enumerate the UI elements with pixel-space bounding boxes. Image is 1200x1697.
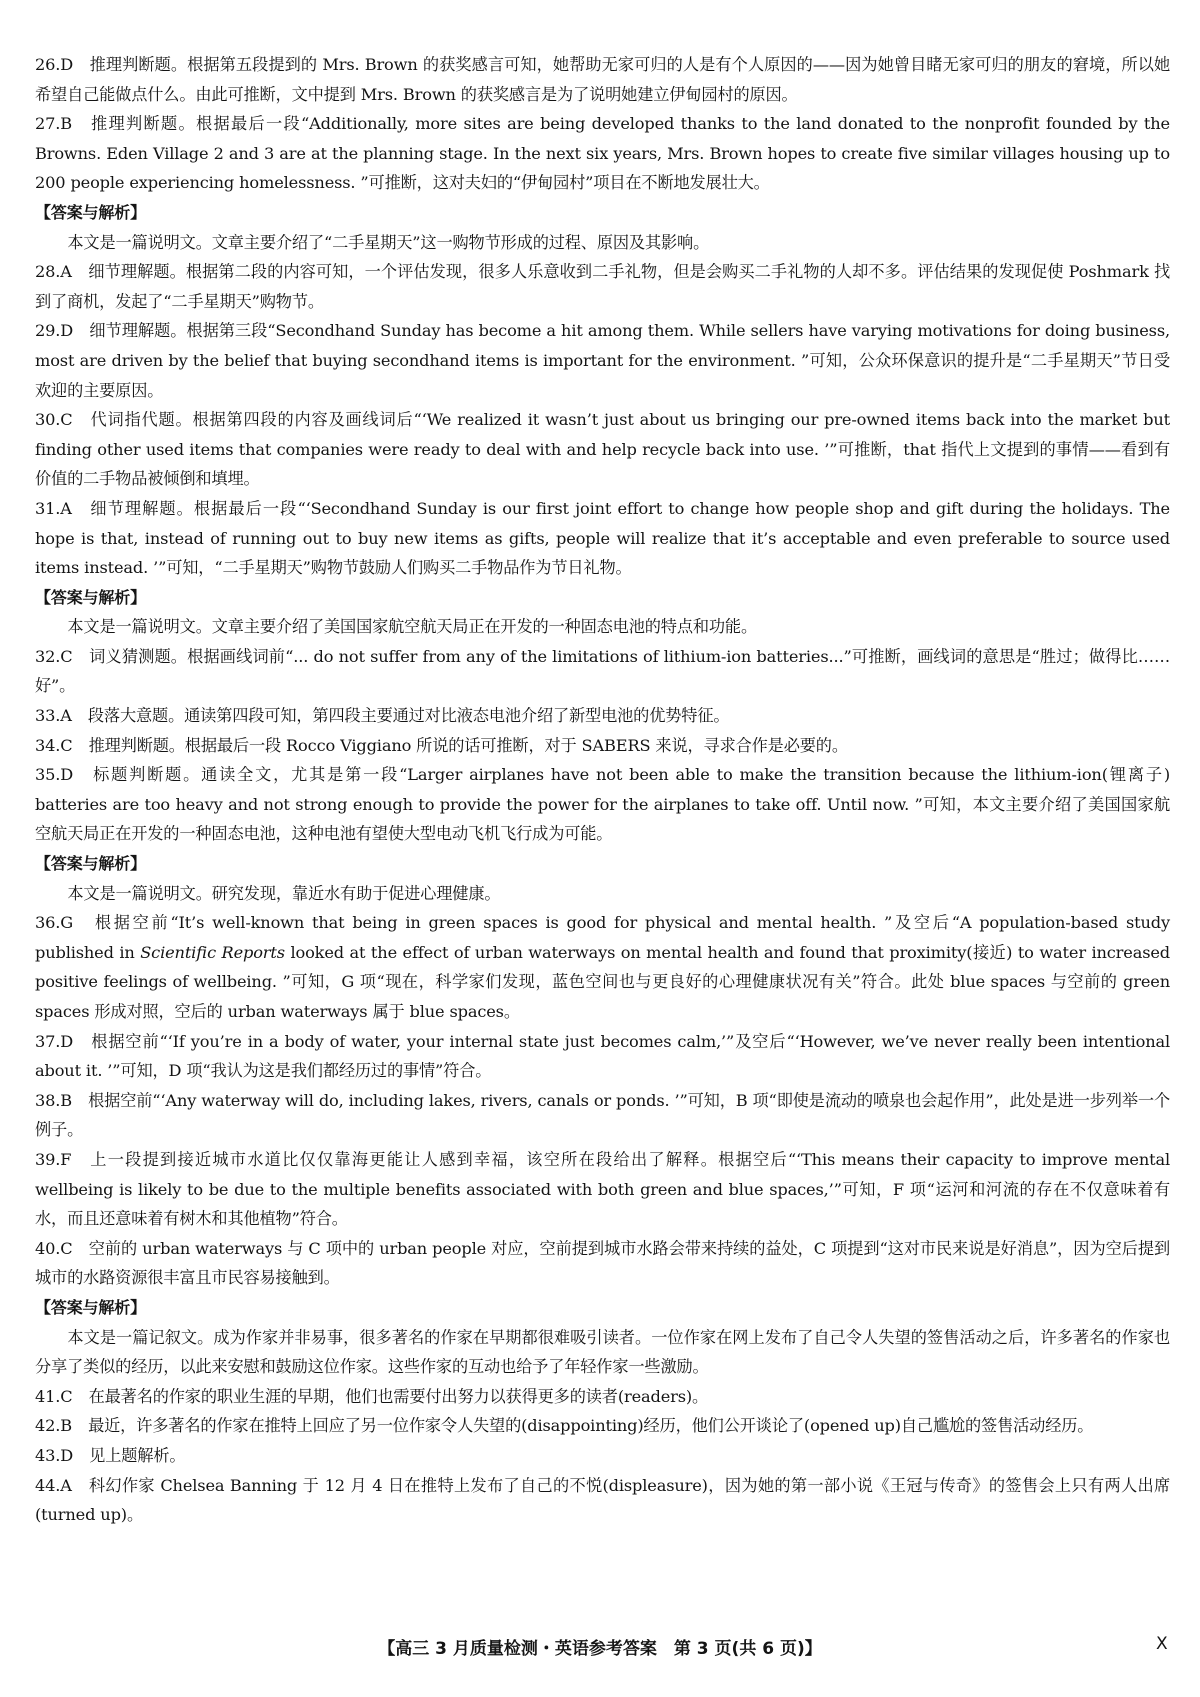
- answer-item: [35, 1411, 1170, 1441]
- answer-item: [35, 109, 1170, 198]
- item-explanation: 标题判断题。通读全文，尤其是第一段“Larger airplanes have not been able to make the transition because the lithium-ion(锂离子) batteries are too heavy and not strong enough to provide the power for the airplanes to take off. Until now. ”可知，本文主要介绍了美国国家航空航天局正在开发的一种固态电池，这种电池有望使大型电动飞机飞行成为可能。: [35, 765, 1170, 844]
- item-explanation: 根据空前“‘Any waterway will do, including lakes, rivers, canals or ponds. ’”可知，B 项“即使是流动的喷泉也会起作用”，此处是进一步列举一个例子。: [35, 1090, 1170, 1140]
- answer-item: [35, 1441, 1170, 1471]
- answer-item: [35, 1145, 1170, 1234]
- item-explanation: 细节理解题。根据第三段“Secondhand Sunday has become a hit among them. While sellers have varying motivations for doing business, most are driven by the belief that buying secondhand items is important for the environment. ”可知，公众环保意识的提升是“二手星期天”节日受欢迎的主要原因。: [35, 321, 1170, 400]
- item-number: 38.B: [35, 1090, 73, 1110]
- item-explanation: 科幻作家 Chelsea Banning 于 12 月 4 日在推特上发布了自己的不悦(displeasure)，因为她的第一部小说《王冠与传奇》的签售会上只有两人出席(turned up)。: [35, 1475, 1171, 1525]
- answer-item: [35, 642, 1170, 701]
- answer-item: [35, 1027, 1170, 1086]
- section-summary: 本文是一篇说明文。文章主要介绍了美国国家航空航天局正在开发的一种固态电池的特点和功能。: [67, 617, 758, 637]
- answer-item: [35, 731, 1170, 761]
- page-footer: 【高三 3 月质量检测・英语参考答案 第 3 页(共 6 页)】: [378, 1639, 822, 1659]
- answer-item: [35, 1471, 1170, 1530]
- item-explanation: 见上题解析。: [89, 1445, 186, 1465]
- answer-page: [35, 50, 1170, 1530]
- answer-item: [35, 701, 1170, 731]
- item-explanation: 空前的 urban waterways 与 C 项中的 urban people 对应，空前提到城市水路会带来持续的益处，C 项提到“这对市民来说是好消息”，因为空后提到城市的水路资源很丰富且市民容易接触到。: [35, 1238, 1170, 1288]
- item-explanation: 在最著名的作家的职业生涯的早期，他们也需要付出努力以获得更多的读者(readers)。: [88, 1386, 709, 1406]
- item-explanation: 细节理解题。根据第二段的内容可知，一个评估发现，很多人乐意收到二手礼物，但是会购买二手礼物的人却不多。评估结果的发现促使 Poshmark 找到了商机，发起了“二手星期天”购物节。: [35, 262, 1170, 311]
- item-explanation: 根据空前“It’s well-known that being in green spaces is good for physical and mental health. ”及空后“A population-based study published in: [35, 913, 1170, 962]
- item-number: 31.A: [35, 498, 72, 518]
- section-heading: 【答案与解析】: [35, 202, 146, 222]
- item-number: 30.C: [35, 410, 73, 430]
- item-explanation: 推理判断题。根据最后一段 Rocco Viggiano 所说的话可推断，对于 SABERS 来说，寻求合作是必要的。: [88, 735, 848, 755]
- item-explanation: looked at the effect of urban waterways on mental health and found that proximity(接近) to water increased positive feelings of wellbeing. ”可知，G 项“现在，科学家们发现，蓝色空间也与更良好的心理健康状况有关”符合。此处 blue spaces 与空前的 green spaces 形成对照，空后的 urban waterways 属于 blue spaces。: [35, 942, 1170, 1021]
- item-number: 35.D: [35, 765, 74, 785]
- item-number: 32.C: [35, 646, 73, 666]
- item-explanation: 细节理解题。根据最后一段“‘Secondhand Sunday is our first joint effort to change how people shop and gift during the holidays. The hope is that, instead of running out to buy new items as gifts, people will realize that it’s acceptable and even preferable to source used items instead. ’”可知，“二手星期天”购物节鼓励人们购买二手物品作为节日礼物。: [35, 498, 1170, 578]
- section-summary: 本文是一篇说明文。文章主要介绍了“二手星期天”这一购物节形成的过程、原因及其影响。: [67, 232, 710, 252]
- paper-code: X: [1156, 1634, 1168, 1654]
- item-explanation: 最近，许多著名的作家在推特上回应了另一位作家令人失望的(disappointing)经历，他们公开谈论了(opened up)自己尴尬的签售活动经历。: [88, 1416, 1094, 1436]
- item-explanation: 推理判断题。根据第五段提到的 Mrs. Brown 的获奖感言可知，她帮助无家可归的人是有个人原因的——因为她曾目睹无家可归的朋友的窘境，所以她希望自己能做点什么。由此可推断，文中提到 Mrs. Brown 的获奖感言是为了说明她建立伊甸园村的原因。: [35, 55, 1170, 104]
- item-number: 33.A: [35, 706, 72, 726]
- answer-item: [35, 760, 1170, 849]
- journal-title: Scientific Reports: [140, 942, 285, 962]
- section-summary: 本文是一篇说明文。研究发现，靠近水有助于促进心理健康。: [67, 883, 501, 903]
- item-explanation: 段落大意题。通读第四段可知，第四段主要通过对比液态电池介绍了新型电池的优势特征。: [87, 706, 730, 726]
- item-number: 34.C: [35, 735, 73, 755]
- answer-item: [35, 257, 1170, 316]
- item-number: 40.C: [35, 1238, 73, 1258]
- item-number: 43.D: [35, 1445, 74, 1465]
- section-heading: 【答案与解析】: [35, 854, 146, 874]
- section-heading: 【答案与解析】: [35, 587, 146, 607]
- answer-item: [35, 316, 1170, 405]
- answer-item: [35, 494, 1170, 583]
- item-number: 41.C: [35, 1386, 73, 1406]
- section-heading: 【答案与解析】: [35, 1297, 146, 1317]
- item-explanation: 推理判断题。根据最后一段“Additionally, more sites are being developed thanks to the land donated to the nonprofit founded by the Browns. Eden Village 2 and 3 are at the planning stage. In the next six years, Mrs. Brown hopes to create five similar villages housing up to 200 people experiencing homelessness. ”可推断，这对夫妇的“伊甸园村”项目在不断地发展壮大。: [35, 114, 1170, 193]
- item-number: 29.D: [35, 321, 74, 341]
- section-summary: 本文是一篇记叙文。成为作家并非易事，很多著名的作家在早期都很难吸引读者。一位作家在网上发布了自己令人失望的签售活动之后，许多著名的作家也分享了类似的经历，以此来安慰和鼓励这位作家。这些作家的互动也给予了年轻作家一些激励。: [35, 1327, 1170, 1377]
- answer-item: [35, 1382, 1170, 1412]
- answer-item: [35, 1234, 1170, 1293]
- item-number: 36.G: [35, 913, 74, 933]
- answer-item: [35, 405, 1170, 494]
- item-explanation: 上一段提到接近城市水道比仅仅靠海更能让人感到幸福，该空所在段给出了解释。根据空后“‘This means their capacity to improve mental wellbeing is likely to be due to the multiple benefits associated with both green and blue spaces,’”可知，F 项“运河和河流的存在不仅意味着有水，而且还意味着有树木和其他植物”符合。: [35, 1149, 1170, 1229]
- item-explanation: 代词指代题。根据第四段的内容及画线词后“‘We realized it wasn’t just about us bringing our pre-owned items back into the market but finding other used items that companies were ready to deal with and help recycle back into use. ’”可推断，that 指代上文提到的事情——看到有价值的二手物品被倾倒和填埋。: [35, 410, 1170, 489]
- item-number: 44.A: [35, 1475, 72, 1495]
- item-explanation: 词义猜测题。根据画线词前“... do not suffer from any of the limitations of lithium-ion batteries...”可推断，画线词的意思是“胜过；做得比……好”。: [35, 646, 1170, 696]
- item-number: 42.B: [35, 1416, 73, 1436]
- item-explanation: 根据空前“‘If you’re in a body of water, your internal state just becomes calm,’”及空后“‘However, we’ve never really been intentional about it. ’”可知，D 项“我认为这是我们都经历过的事情”符合。: [35, 1031, 1170, 1081]
- item-number: 27.B: [35, 114, 73, 134]
- item-number: 37.D: [35, 1031, 74, 1051]
- answer-item: [35, 1086, 1170, 1145]
- item-number: 39.F: [35, 1149, 72, 1169]
- answer-item: [35, 50, 1170, 109]
- answer-item: [35, 908, 1170, 1026]
- item-number: 28.A: [35, 262, 72, 282]
- item-number: 26.D: [35, 55, 74, 74]
